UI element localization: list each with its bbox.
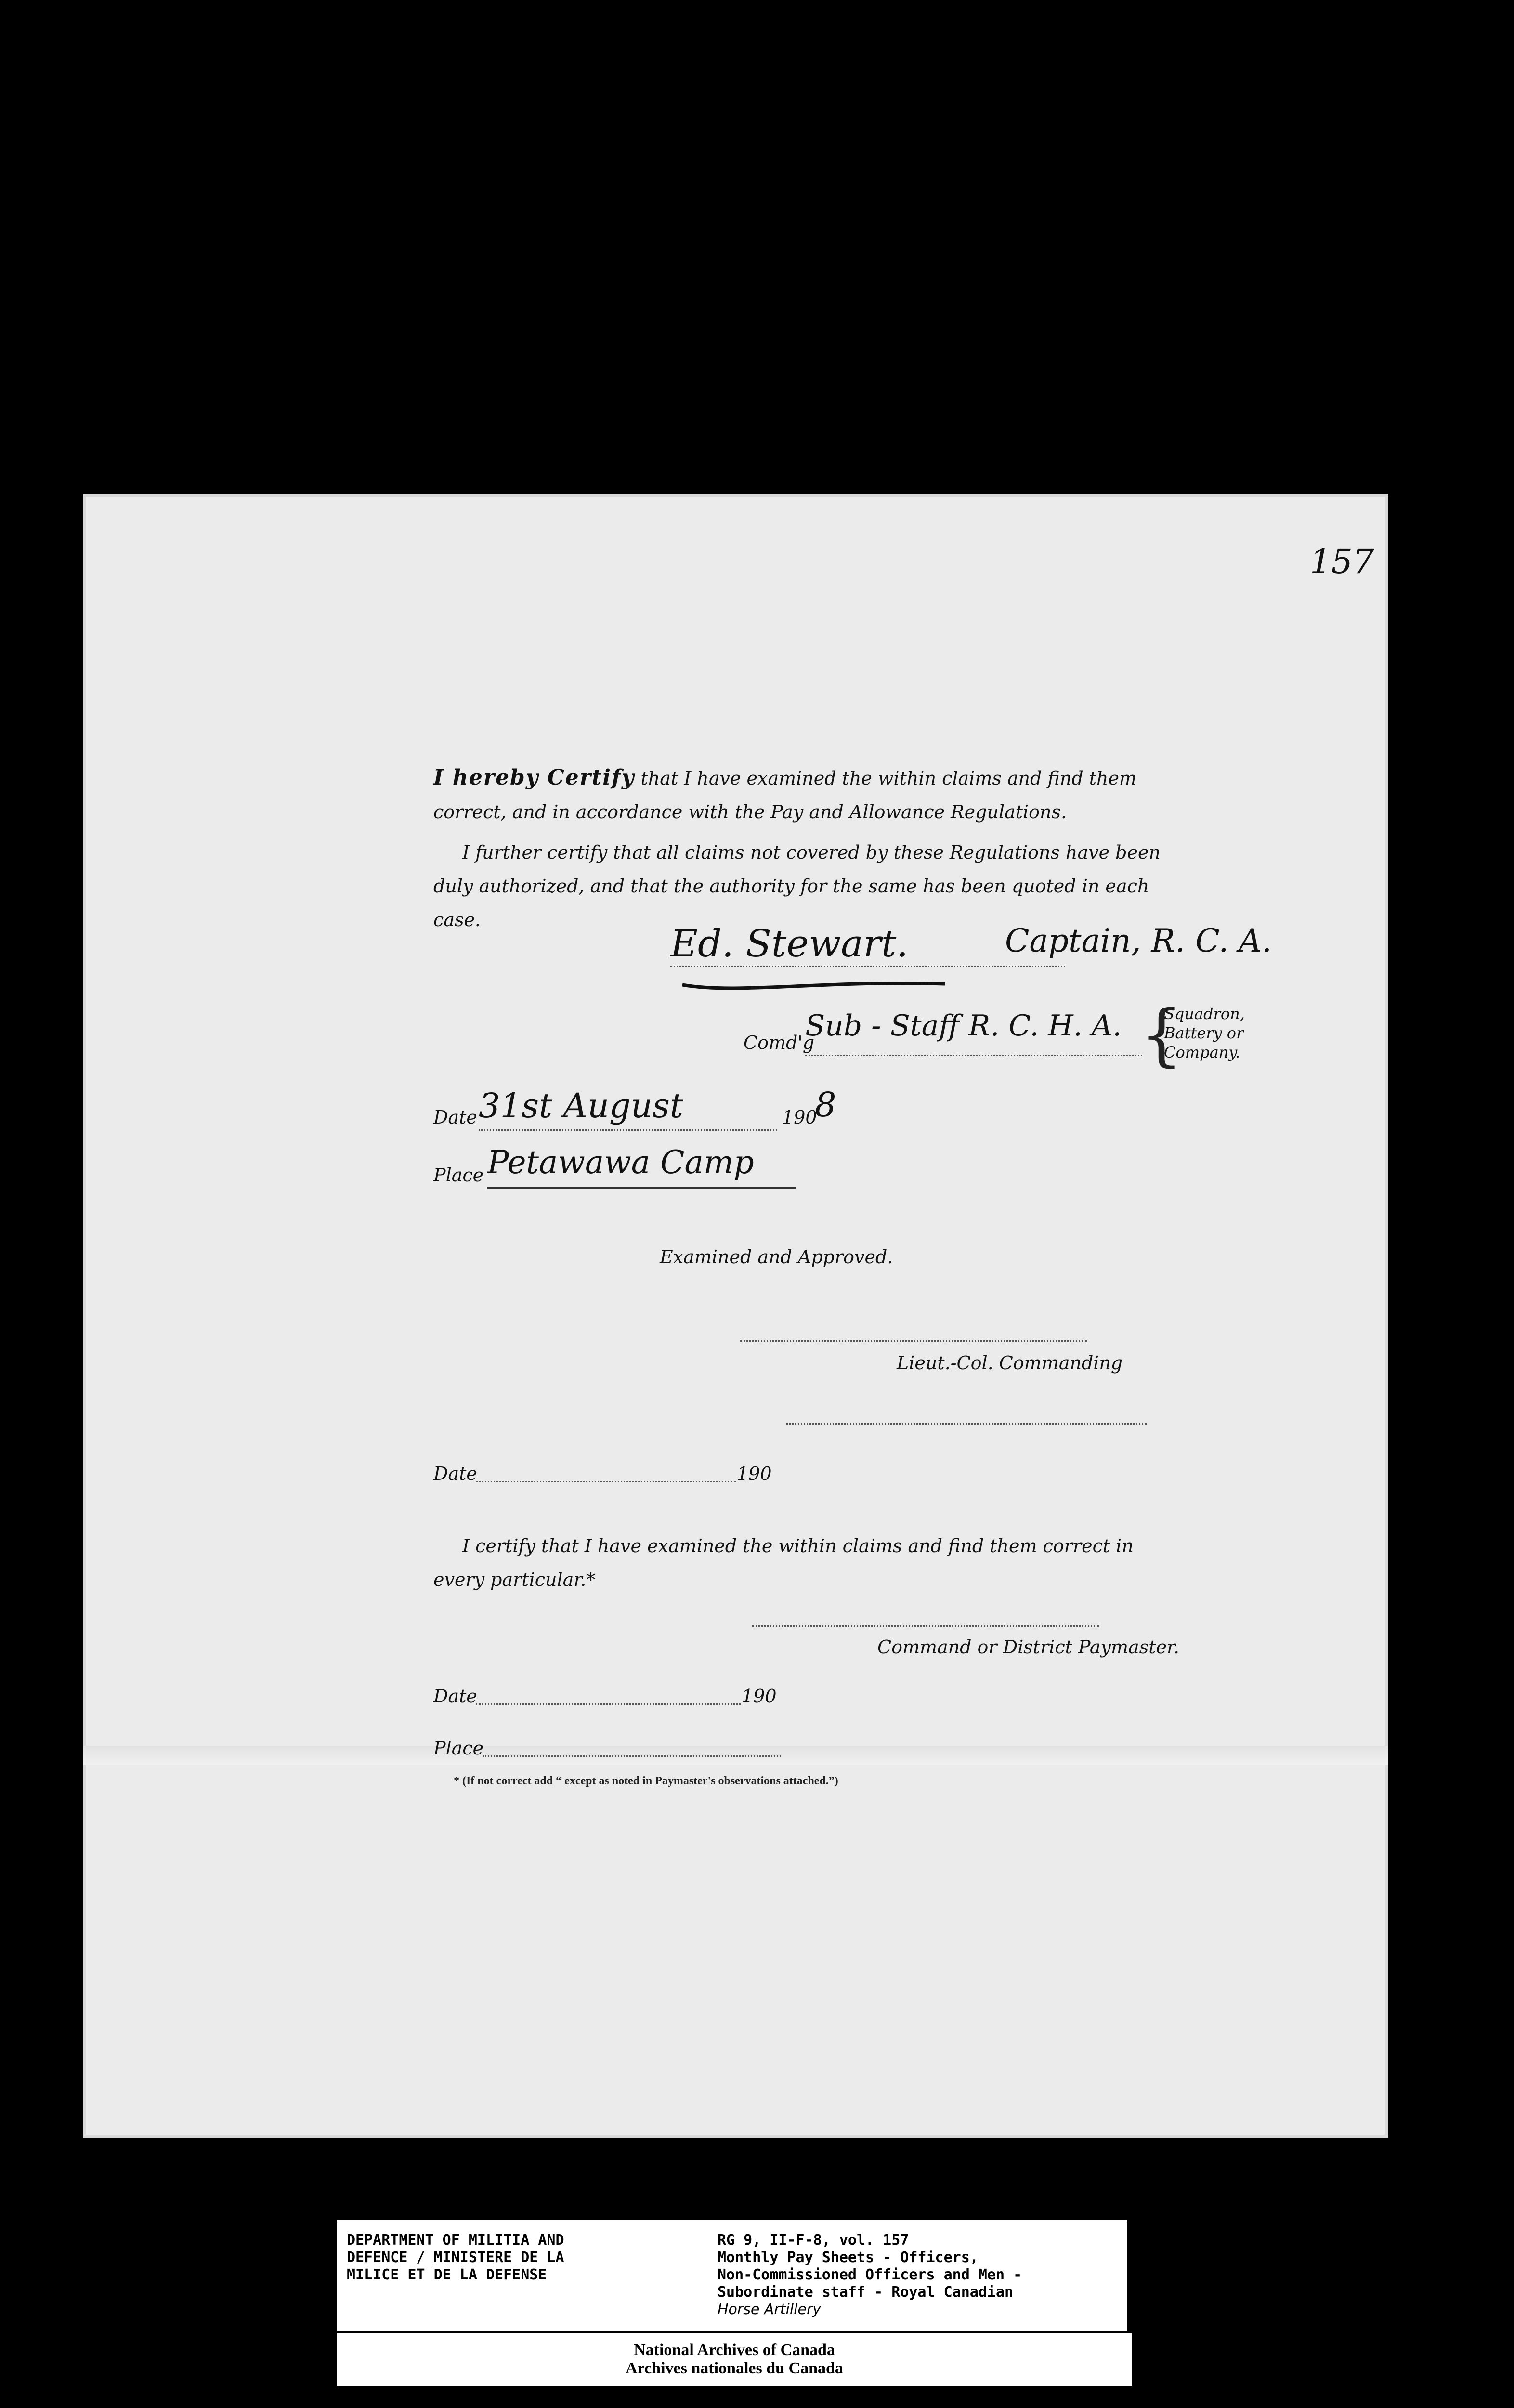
certify-lead: I hereby Certify — [433, 765, 635, 790]
footnote: * (If not correct add “ except as noted in Paymaster's observations attached.”) — [454, 1775, 838, 1787]
lt-col-label: Lieut.-Col. Commanding — [897, 1352, 1123, 1374]
lt-col-signature-line — [740, 1340, 1087, 1342]
paymaster-label: Command or District Paymaster. — [877, 1636, 1180, 1658]
reference-line2: Monthly Pay Sheets - Officers, — [718, 2249, 979, 2266]
place3-line — [483, 1755, 781, 1757]
archives-line2: Archives nationales du Canada — [626, 2359, 843, 2377]
place1-value: Petawawa Camp — [487, 1144, 796, 1189]
examined-approved: Examined and Approved. — [660, 1246, 893, 1268]
date2-year-prefix: 190 — [737, 1463, 772, 1484]
date1-day-month: 31st August — [479, 1086, 777, 1131]
date1-year-prefix: 190 — [782, 1107, 817, 1128]
archives-line1: National Archives of Canada — [634, 2341, 835, 2359]
signature: Ed. Stewart. — [670, 922, 909, 966]
certify-p2-line1: I further certify that all claims not covered by these Regulations have been — [462, 842, 1161, 863]
document-page — [83, 494, 1388, 2138]
department-block — [347, 2232, 564, 2284]
paymaster-signature-line — [752, 1625, 1099, 1627]
certify-paragraph — [433, 761, 1252, 937]
archive-reference-label — [337, 2220, 1127, 2331]
command-value: Sub - Staff R. C. H. A. — [805, 1009, 1142, 1056]
certify-p1-rest: that I have examined the within claims and find them — [640, 768, 1136, 789]
date3-label: Date — [433, 1686, 477, 1707]
certify2-line2: every particular.* — [433, 1569, 596, 1590]
reference-line4: Subordinate staff - Royal Canadian — [718, 2284, 1014, 2301]
certify2-paragraph — [433, 1529, 1252, 1597]
rank: Captain, R. C. A. — [1005, 922, 1272, 959]
approval-line — [786, 1423, 1147, 1425]
place3-label: Place — [433, 1738, 484, 1759]
reference-line1: RG 9, II-F-8, vol. 157 — [718, 2232, 909, 2249]
unit-type-company: Company. — [1164, 1043, 1240, 1061]
signature-flourish — [680, 970, 950, 995]
date2-label: Date — [433, 1463, 477, 1484]
archives-name — [337, 2333, 1132, 2378]
unit-type-squadron: Squadron, — [1164, 1005, 1245, 1023]
unit-type-battery: Battery or — [1164, 1024, 1244, 1042]
place1-label: Place — [433, 1165, 484, 1186]
certify-p2-line2: duly authorized, and that the authority for the same has been quoted in each — [433, 876, 1149, 897]
unit-brace: { — [1140, 996, 1183, 1074]
department-line3: MILICE ET DE LA DEFENSE — [347, 2266, 547, 2283]
certify-p2-line3: case. — [433, 909, 481, 930]
reference-line3: Non-Commissioned Officers and Men - — [718, 2266, 1022, 2283]
command-label: Comd'g — [744, 1032, 815, 1053]
date1-label: Date — [433, 1107, 477, 1128]
date3-year-prefix: 190 — [742, 1686, 777, 1707]
date2-line — [476, 1481, 736, 1482]
reference-block — [718, 2232, 1022, 2318]
date3-line — [476, 1703, 741, 1705]
date1-year-suffix: 8 — [815, 1085, 836, 1125]
department-line2: DEFENCE / MINISTERE DE LA — [347, 2249, 564, 2266]
department-line1: DEPARTMENT OF MILITIA AND — [347, 2232, 564, 2249]
certify-p1-line2: correct, and in accordance with the Pay and Allowance Regulations. — [433, 801, 1067, 823]
archives-banner — [337, 2333, 1132, 2386]
unit-types — [1164, 1004, 1245, 1062]
reference-line5: Horse Artillery — [718, 2301, 822, 2318]
certify2-line1: I certify that I have examined the within claims and find them correct in — [462, 1535, 1134, 1557]
page-number: 157 — [1310, 542, 1374, 581]
